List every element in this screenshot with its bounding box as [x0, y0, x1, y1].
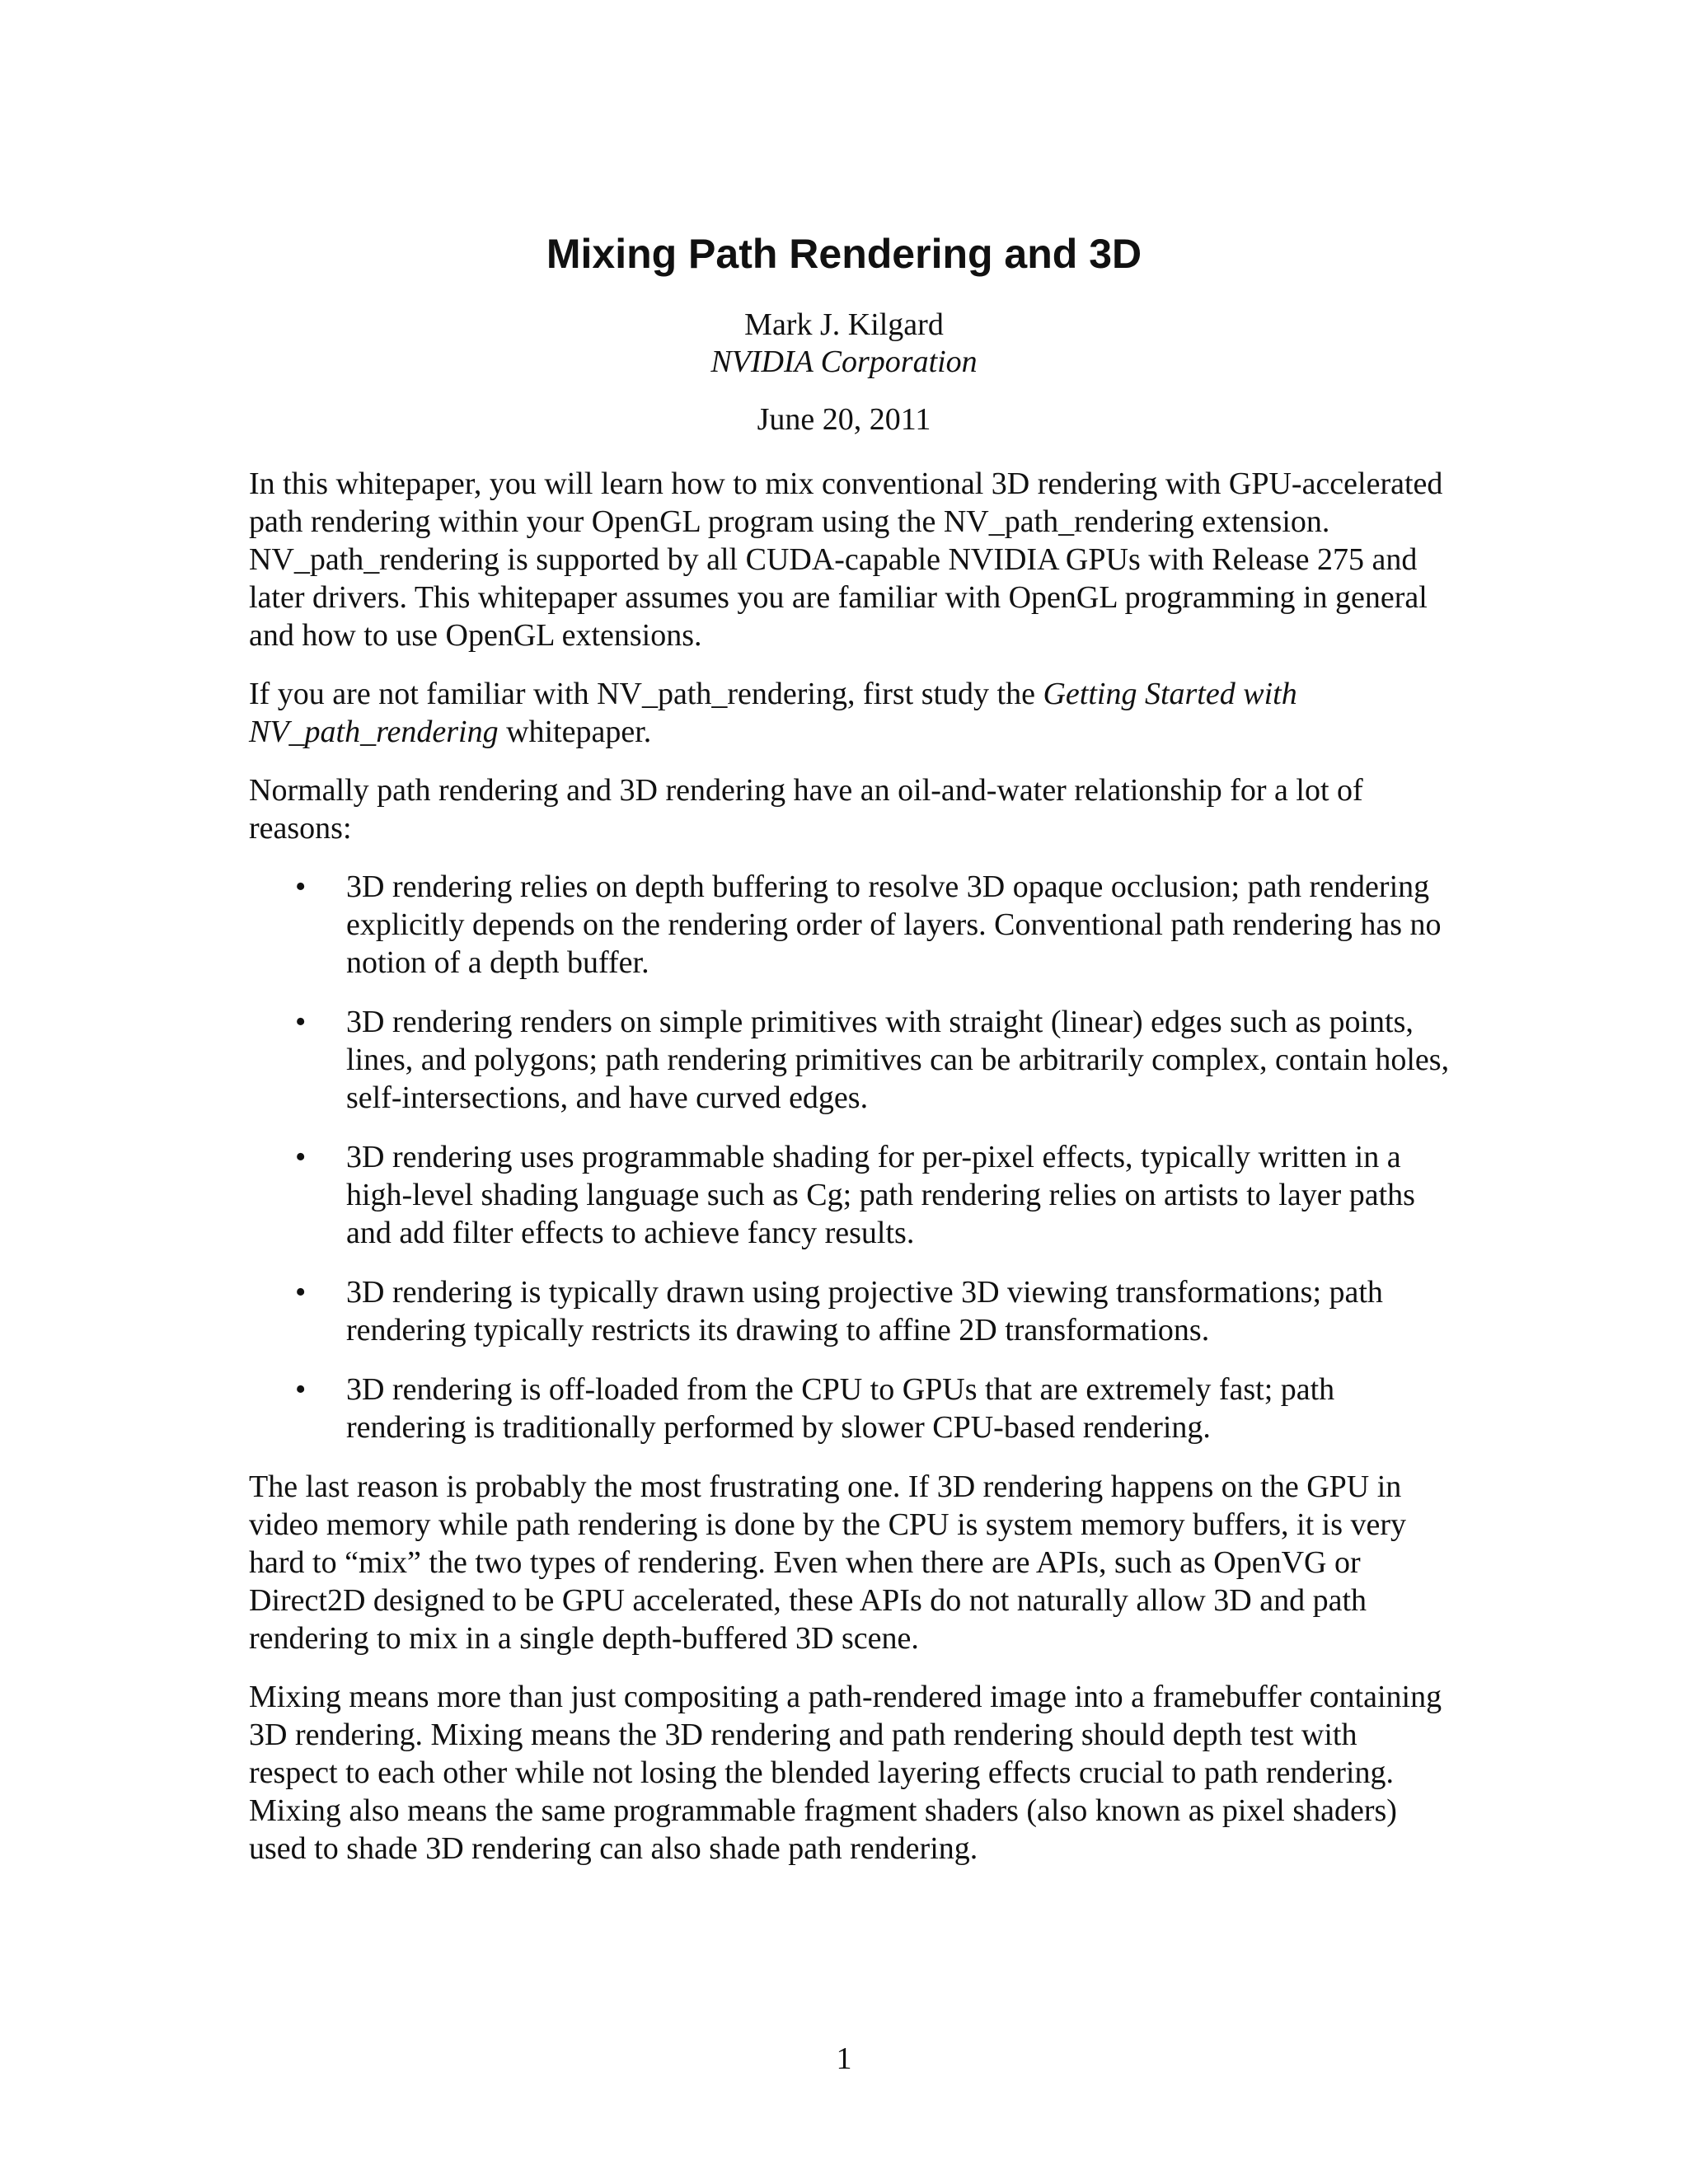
bullet-icon: • [295, 1372, 307, 1407]
bullet-icon: • [295, 1005, 307, 1039]
list-item [295, 1138, 1452, 1252]
paper-title: Mixing Path Rendering and 3D [546, 231, 1142, 277]
list-item-text: 3D rendering is off-loaded from the CPU to GPUs that are extremely fast; path rendering is traditionally performed by slower CPU-based rendering. [346, 1372, 1335, 1445]
bullet-icon: • [295, 869, 307, 904]
list-item [295, 1273, 1452, 1349]
reasons-intro-paragraph: Normally path rendering and 3D rendering have an oil-and-water relationship for a lot of reasons: [249, 773, 1363, 846]
reasons-list [249, 868, 1452, 1446]
mixing-definition-paragraph: Mixing means more than just compositing a path-rendered image into a framebuffer containing 3D rendering. Mixing means the 3D rendering and path rendering should depth test with respect to each other while not losing the blended layering effects crucial to path rendering. Mixing also means the same programmable fragment shaders (also known as pixel shaders) used to shade 3D rendering can also shade path rendering. [249, 1680, 1442, 1866]
list-item [295, 1003, 1452, 1117]
list-item [295, 868, 1452, 982]
list-item [295, 1371, 1452, 1446]
list-item-text: 3D rendering is typically drawn using projective 3D viewing transformations; path rendering typically restricts its drawing to affine 2D transformations. [346, 1275, 1383, 1347]
body-text [249, 465, 1452, 1888]
list-item-text: 3D rendering relies on depth buffering to resolve 3D opaque occlusion; path rendering explicitly depends on the rendering order of layers. Conventional path rendering has no notion of a depth buffer. [346, 869, 1442, 980]
list-item-text: 3D rendering uses programmable shading for per-pixel effects, typically written in a high-level shading language such as Cg; path rendering relies on artists to layer paths and add filter effects to achieve fancy results. [346, 1140, 1415, 1250]
author-name: Mark J. Kilgard [744, 307, 944, 342]
page-number: 1 [836, 2041, 852, 2076]
list-item-text: 3D rendering renders on simple primitives with straight (linear) edges such as points, lines, and polygons; path rendering primitives can be arbitrarily complex, contain holes, self-intersections, and have curved edges. [346, 1005, 1450, 1115]
intro-paragraph: In this whitepaper, you will learn how to mix conventional 3D rendering with GPU-accelerated path rendering within your OpenGL program using the NV_path_rendering extension. NV_path_rendering is supported by all CUDA-capable NVIDIA GPUs with Release 275 and later drivers. This whitepaper assumes you are familiar with OpenGL programming in general and how to use OpenGL extensions. [249, 466, 1443, 653]
bullet-icon: • [295, 1140, 307, 1174]
prerequisite-paragraph [249, 675, 1452, 751]
prerequisite-text-start: If you are not familiar with NV_path_rendering, first study the [249, 677, 1043, 711]
referenced-whitepaper-title: Getting Started with NV_path_rendering [249, 677, 1297, 749]
bullet-icon: • [295, 1275, 307, 1310]
publication-date: June 20, 2011 [757, 402, 931, 437]
last-reason-paragraph: The last reason is probably the most frustrating one. If 3D rendering happens on the GPU in video memory while path rendering is done by the CPU is system memory buffers, it is very hard to “mix” the two types of rendering. Even when there are APIs, such as OpenVG or Direct2D designed to be GPU accelerated, these APIs do not naturally allow 3D and path rendering to mix in a single depth-buffered 3D scene. [249, 1469, 1407, 1656]
author-affiliation: NVIDIA Corporation [710, 344, 978, 379]
prerequisite-text-end: whitepaper. [498, 715, 652, 749]
